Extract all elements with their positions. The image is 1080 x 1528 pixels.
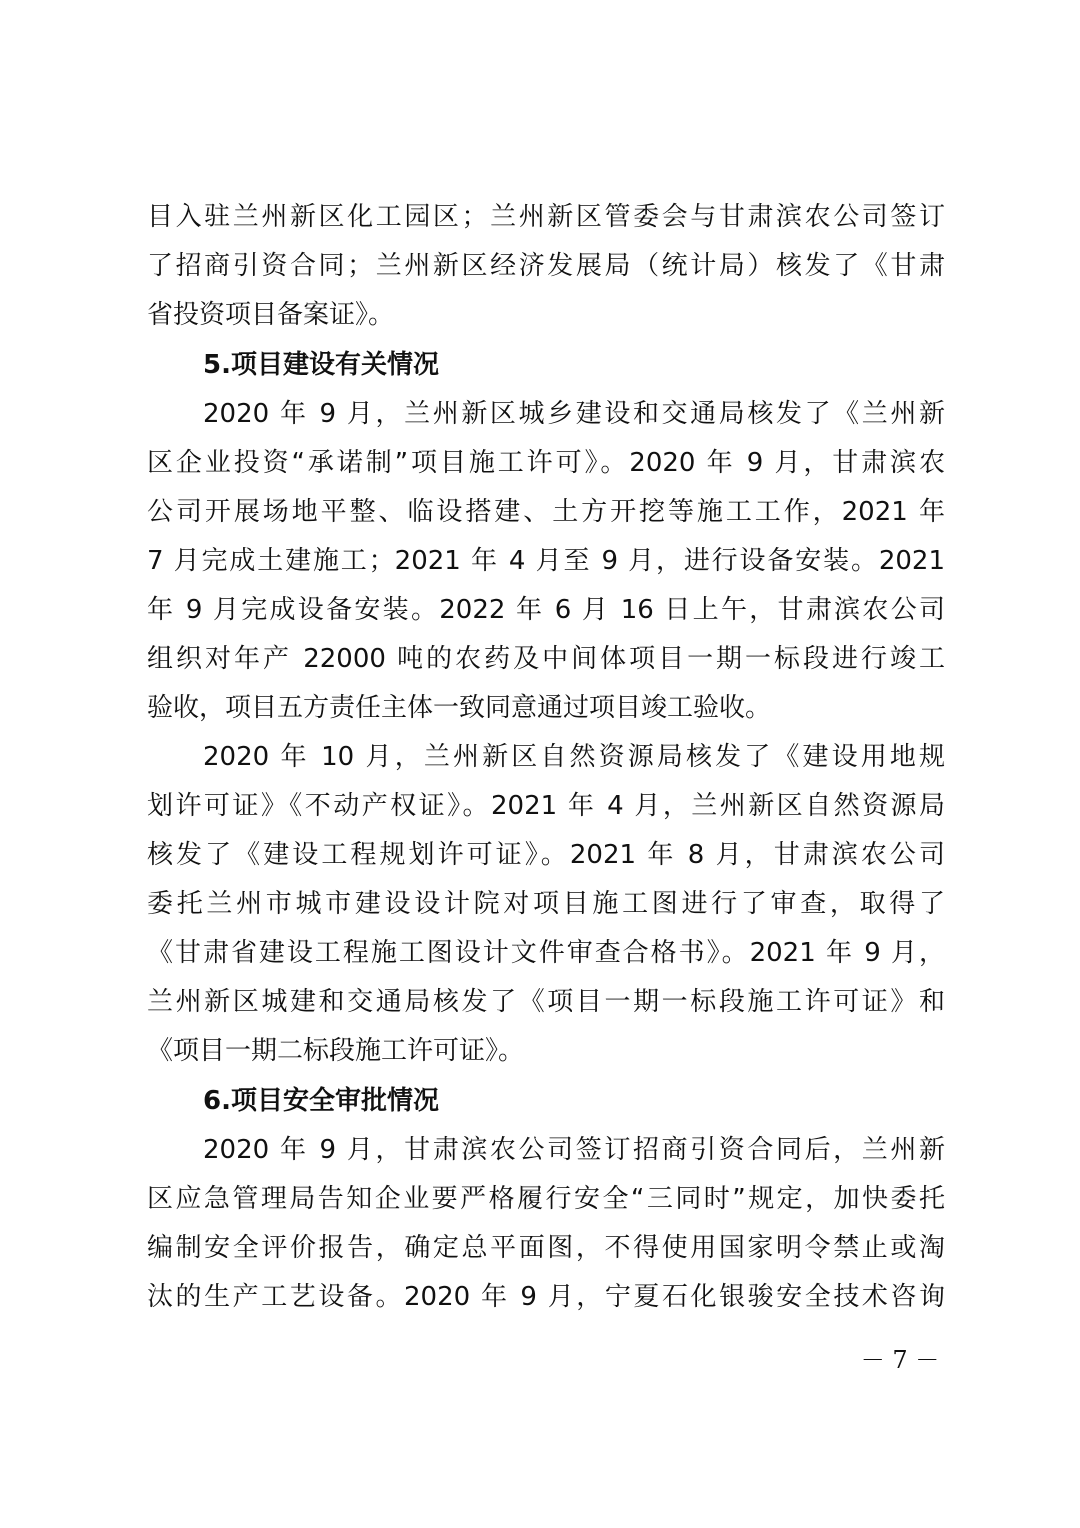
text-line-1: 目入驻兰州新区化工园区；兰州新区管委会与甘肃滨农公司签订 xyxy=(147,202,945,232)
text-line-7: 公司开展场地平整、临设搭建、土方开挖等施工工作，2021 年 xyxy=(147,497,945,527)
text-line-9: 年 9 月完成设备安装。2022 年 6 月 16 日上午，甘肃滨农公司 xyxy=(147,595,945,625)
text-line-5: 2020 年 9 月，兰州新区城乡建设和交通局核发了《兰州新 xyxy=(203,399,945,429)
text-line-15: 委托兰州市城市建设设计院对项目施工图进行了审查，取得了 xyxy=(147,889,945,919)
text-line-12: 2020 年 10 月，兰州新区自然资源局核发了《建设用地规 xyxy=(203,742,945,772)
text-line-18: 《项目一期二标段施工许可证》。 xyxy=(147,1036,525,1066)
text-line-13: 划许可证》《不动产权证》。2021 年 4 月，兰州新区自然资源局 xyxy=(147,791,945,821)
text-line-22: 编制安全评价报告，确定总平面图，不得使用国家明令禁止或淘 xyxy=(147,1233,945,1263)
section-heading-6: 6.项目安全审批情况 xyxy=(203,1086,439,1116)
text-line-11: 验收，项目五方责任主体一致同意通过项目竣工验收。 xyxy=(147,693,772,723)
text-line-16: 《甘肃省建设工程施工图设计文件审查合格书》。2021 年 9 月， xyxy=(147,938,945,968)
text-line-3: 省投资项目备案证》。 xyxy=(147,300,395,330)
text-line-2: 了招商引资合同；兰州新区经济发展局（统计局）核发了《甘肃 xyxy=(147,251,945,281)
text-line-21: 区应急管理局告知企业要严格履行安全“三同时”规定，加快委托 xyxy=(147,1184,945,1214)
text-line-8: 7 月完成土建施工；2021 年 4 月至 9 月，进行设备安装。2021 xyxy=(147,546,945,576)
text-line-10: 组织对年产 22000 吨的农药及中间体项目一期一标段进行竣工 xyxy=(147,644,945,674)
text-line-6: 区企业投资“承诺制”项目施工许可》。2020 年 9 月，甘肃滨农 xyxy=(147,448,945,478)
text-line-20: 2020 年 9 月，甘肃滨农公司签订招商引资合同后，兰州新 xyxy=(203,1135,945,1165)
text-line-23: 汰的生产工艺设备。2020 年 9 月，宁夏石化银骏安全技术咨询 xyxy=(147,1282,945,1312)
text-line-14: 核发了《建设工程规划许可证》。2021 年 8 月，甘肃滨农公司 xyxy=(147,840,945,870)
text-line-17: 兰州新区城建和交通局核发了《项目一期一标段施工许可证》和 xyxy=(147,987,945,1017)
page-number: － 7 － xyxy=(860,1346,940,1374)
section-heading-5: 5.项目建设有关情况 xyxy=(203,350,439,380)
